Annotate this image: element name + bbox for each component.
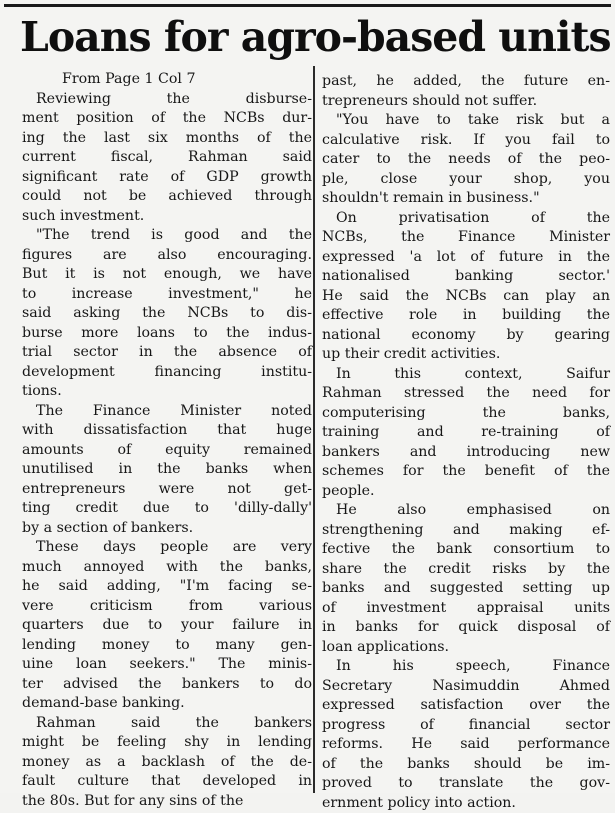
text-line: ting credit due to 'dilly-dally' [22, 499, 312, 519]
text-line: lending money to many gen- [22, 636, 312, 656]
text-line: people. [322, 482, 610, 502]
text-line: expressed 'a lot of future in the [322, 248, 610, 268]
text-line: calculative risk. If you fail to [322, 131, 610, 151]
text-line: "You have to take risk but a [322, 111, 610, 131]
text-line: In this context, Saifur [322, 365, 610, 385]
text-line: past, he added, the future en- [322, 72, 610, 92]
text-line: ing the last six months of the [22, 129, 312, 149]
top-rule [4, 4, 611, 7]
text-line: expressed satisfaction over the [322, 696, 610, 716]
text-line: money as a backlash of the de- [22, 753, 312, 773]
text-line: fective the bank consortium to [322, 540, 610, 560]
text-line: nationalised banking sector.' [322, 267, 610, 287]
text-line: such investment. [22, 207, 312, 227]
text-line: might be feeling shy in lending [22, 733, 312, 753]
text-line: Reviewing the disburse- [22, 90, 312, 110]
text-line: fault culture that developed in [22, 772, 312, 792]
continuation-line: From Page 1 Col 7 [22, 70, 312, 90]
text-line: to increase investment," he [22, 285, 312, 305]
text-line: could not be achieved through [22, 187, 312, 207]
text-line: amounts of equity remained [22, 441, 312, 461]
text-line: "The trend is good and the [22, 226, 312, 246]
text-line: ment position of the NCBs dur- [22, 109, 312, 129]
text-line: ernment policy into action. [322, 794, 610, 813]
text-line: progress of financial sector [322, 716, 610, 736]
text-line: banks and suggested setting up [322, 579, 610, 599]
text-line: of investment appraisal units [322, 599, 610, 619]
text-line: On privatisation of the [322, 209, 610, 229]
text-line: development financing institu- [22, 363, 312, 383]
text-line: NCBs, the Finance Minister [322, 228, 610, 248]
text-line: But it is not enough, we have [22, 265, 312, 285]
column-divider [313, 66, 315, 793]
text-line: demand-base banking. [22, 694, 312, 714]
text-line: schemes for the benefit of the [322, 462, 610, 482]
text-line: He said the NCBs can play an [322, 287, 610, 307]
text-line: proved to translate the gov- [322, 774, 610, 794]
text-line: strengthening and making ef- [322, 521, 610, 541]
text-line: trial sector in the absence of [22, 343, 312, 363]
text-line: Rahman said the bankers [22, 714, 312, 734]
text-line: figures are also encouraging. [22, 246, 312, 266]
text-line: These days people are very [22, 538, 312, 558]
text-line: tions. [22, 382, 312, 402]
right-column [322, 72, 610, 795]
text-line: loan applications. [322, 638, 610, 658]
text-line: national economy by gearing [322, 326, 610, 346]
text-line: the 80s. But for any sins of the [22, 792, 312, 812]
headline: Loans for agro-based units [20, 11, 600, 63]
text-line: in banks for quick disposal of [322, 618, 610, 638]
text-line: quarters due to your failure in [22, 616, 312, 636]
text-line: by a section of bankers. [22, 519, 312, 539]
text-line: bankers and introducing new [322, 443, 610, 463]
text-line: Secretary Nasimuddin Ahmed [322, 677, 610, 697]
text-line: up their credit activities. [322, 345, 610, 365]
text-line: with dissatisfaction that huge [22, 421, 312, 441]
text-line: In his speech, Finance [322, 657, 610, 677]
text-line: much annoyed with the banks, [22, 558, 312, 578]
left-column [22, 70, 312, 793]
text-line: uine loan seekers." The minis- [22, 655, 312, 675]
text-line: entrepreneurs were not get- [22, 480, 312, 500]
text-line: cater to the needs of the peo- [322, 150, 610, 170]
text-line: unutilised in the banks when [22, 460, 312, 480]
text-line: shouldn't remain in business." [322, 189, 610, 209]
text-line: current fiscal, Rahman said [22, 148, 312, 168]
text-line: ple, close your shop, you [322, 170, 610, 190]
text-line: The Finance Minister noted [22, 402, 312, 422]
text-line: vere criticism from various [22, 597, 312, 617]
text-line: burse more loans to the indus- [22, 324, 312, 344]
text-line: ter advised the bankers to do [22, 675, 312, 695]
text-line: said asking the NCBs to dis- [22, 304, 312, 324]
text-line: He also emphasised on [322, 501, 610, 521]
text-line: computerising the banks, [322, 404, 610, 424]
text-line: Rahman stressed the need for [322, 384, 610, 404]
text-line: he said adding, "I'm facing se- [22, 577, 312, 597]
text-line: effective role in building the [322, 306, 610, 326]
text-line: of the banks should be im- [322, 755, 610, 775]
text-line: significant rate of GDP growth [22, 168, 312, 188]
text-line: training and re-training of [322, 423, 610, 443]
text-line: reforms. He said performance [322, 735, 610, 755]
text-line: trepreneurs should not suffer. [322, 92, 610, 112]
text-line: share the credit risks by the [322, 560, 610, 580]
